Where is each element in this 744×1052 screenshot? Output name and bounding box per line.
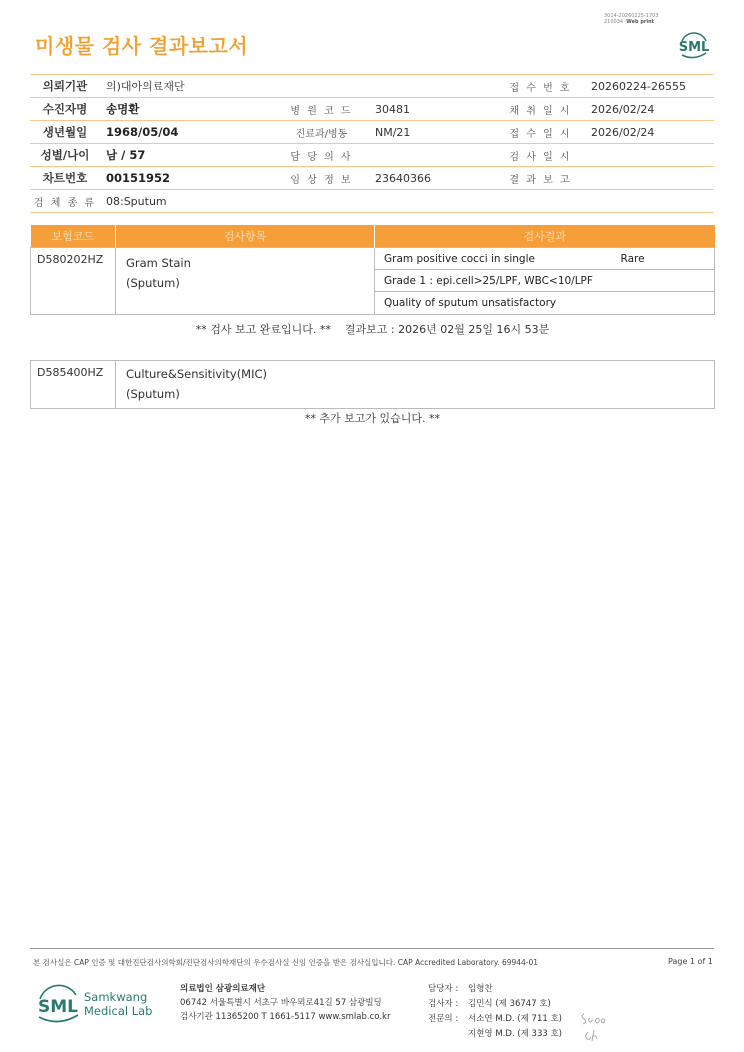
manager-name: 임형찬 [468,984,493,994]
receipt-date-label: 접 수 일 시 [496,121,585,144]
sex-age-value: 남 / 57 [100,144,274,167]
signature-icon [578,1008,612,1044]
tester-name: 김민식 (제 36747 호) [468,999,551,1009]
collect-date-value: 2026/02/24 [585,98,714,121]
test1-code: D580202HZ [31,248,116,315]
tester-label: 검사자 : [428,999,459,1009]
collect-date-label: 채 취 일 시 [496,98,585,121]
cert-statement: 본 검사실은 CAP 인증 및 대한진단검사의학회/진단검사의학재단의 우수검사실 신임 인증을 받은 검사실입니다. CAP Accredited Laboratory. 69944-01 [33,958,539,967]
footer-logo-line2: Medical Lab [84,1004,153,1018]
receipt-no-label: 접 수 번 호 [496,75,585,98]
clinical-label: 임 상 정 보 [274,167,369,190]
print-id-code: 210034 [604,19,624,25]
info-row [30,167,714,190]
patient-value: 송명환 [100,98,274,121]
doctor-label: 담 당 의 사 [274,144,369,167]
info-row [30,190,714,213]
test1-result-1-value: Rare [620,252,645,265]
sml-logo-text: SML [678,40,710,55]
requesting-org-label: 의뢰기관 [30,75,100,98]
report-title: 미생물 검사 결과보고서 [35,34,249,58]
test2-specimen: (Sputum) [126,387,180,401]
report-complete-note: ** 검사 보고 완료입니다. ** 결과보고 : 2026년 02월 25일 16시 53분 [195,323,550,336]
table-row [31,361,715,409]
org-name: 의료법인 삼광의료재단 [180,984,266,994]
test2-name: Culture&Sensitivity(MIC) [126,367,268,381]
info-row [30,121,714,144]
org-contact: 검사기관 11365200 T 1661-5117 www.smlab.co.kr [180,1012,391,1022]
test-date-label: 검 사 일 시 [496,144,585,167]
test1-specimen: (Sputum) [126,276,180,290]
header-result: 검사결과 [375,225,715,248]
results-table-2 [30,360,715,409]
staff-info [428,982,562,1042]
samkwang-logo-icon [36,981,154,1027]
org-address: 06742 서울특별시 서초구 바우뫼로41길 57 삼광빌딩 [180,998,382,1008]
print-id-line1: 3014-20260225-1703 [604,13,659,19]
info-row [30,144,714,167]
birth-label: 생년월일 [30,121,100,144]
report-label: 결 과 보 고 [496,167,585,190]
additional-report-note: ** 추가 보고가 있습니다. ** [304,412,441,425]
test2-item [116,361,715,409]
test1-result-1 [375,248,715,270]
header-code: 보험코드 [31,225,116,248]
page-number: Page 1 of 1 [668,957,713,966]
chart-label: 차트번호 [30,167,100,190]
header-item: 검사항목 [116,225,375,248]
specimen-value: 08:Sputum [100,190,714,213]
sex-age-label: 성별/나이 [30,144,100,167]
print-id-label: Web print [626,19,655,25]
receipt-date-value: 2026/02/24 [585,121,714,144]
dept-value: NM/21 [369,121,496,144]
test-date-value [585,144,714,167]
footer-divider [30,948,714,949]
patient-info-table [30,74,714,213]
footer-logo-sml: SML [38,997,78,1017]
specialist-name-1: 서소연 M.D. (제 711 호) [468,1014,563,1024]
org-info [180,982,390,1024]
doctor-value [369,144,496,167]
clinical-value: 23640366 [369,167,496,190]
specialist-name-2: 지현영 M.D. (제 333 호) [468,1029,563,1039]
table-row [31,248,715,270]
specimen-label: 검 체 종 류 [30,190,100,213]
test1-result-1-text: Gram positive cocci in single [384,252,535,265]
hospital-code-label: 병 원 코 드 [274,98,369,121]
report-value [585,167,714,190]
requesting-org-value: 의)대아의료재단 [100,75,496,98]
chart-value: 00151952 [100,167,274,190]
specialist-label: 전문의 : [428,1014,459,1024]
test1-name: Gram Stain [126,256,191,270]
dept-label: 진료과/병동 [274,121,369,144]
test2-code: D585400HZ [31,361,116,409]
test1-result-3: Quality of sputum unsatisfactory [375,292,715,315]
manager-label: 담당자 : [428,984,459,994]
results-table [30,225,715,315]
print-id [604,13,659,25]
receipt-no-value: 20260224-26555 [585,75,714,98]
info-row [30,75,714,98]
results-header-row [31,225,715,248]
test1-result-2: Grade 1 : epi.cell>25/LPF, WBC<10/LPF [375,270,715,292]
footer-logo-line1: Samkwang [84,990,148,1004]
test1-item [116,248,375,315]
info-row [30,98,714,121]
patient-label: 수진자명 [30,98,100,121]
sml-logo-icon [676,28,712,62]
birth-value: 1968/05/04 [100,121,274,144]
hospital-code-value: 30481 [369,98,496,121]
